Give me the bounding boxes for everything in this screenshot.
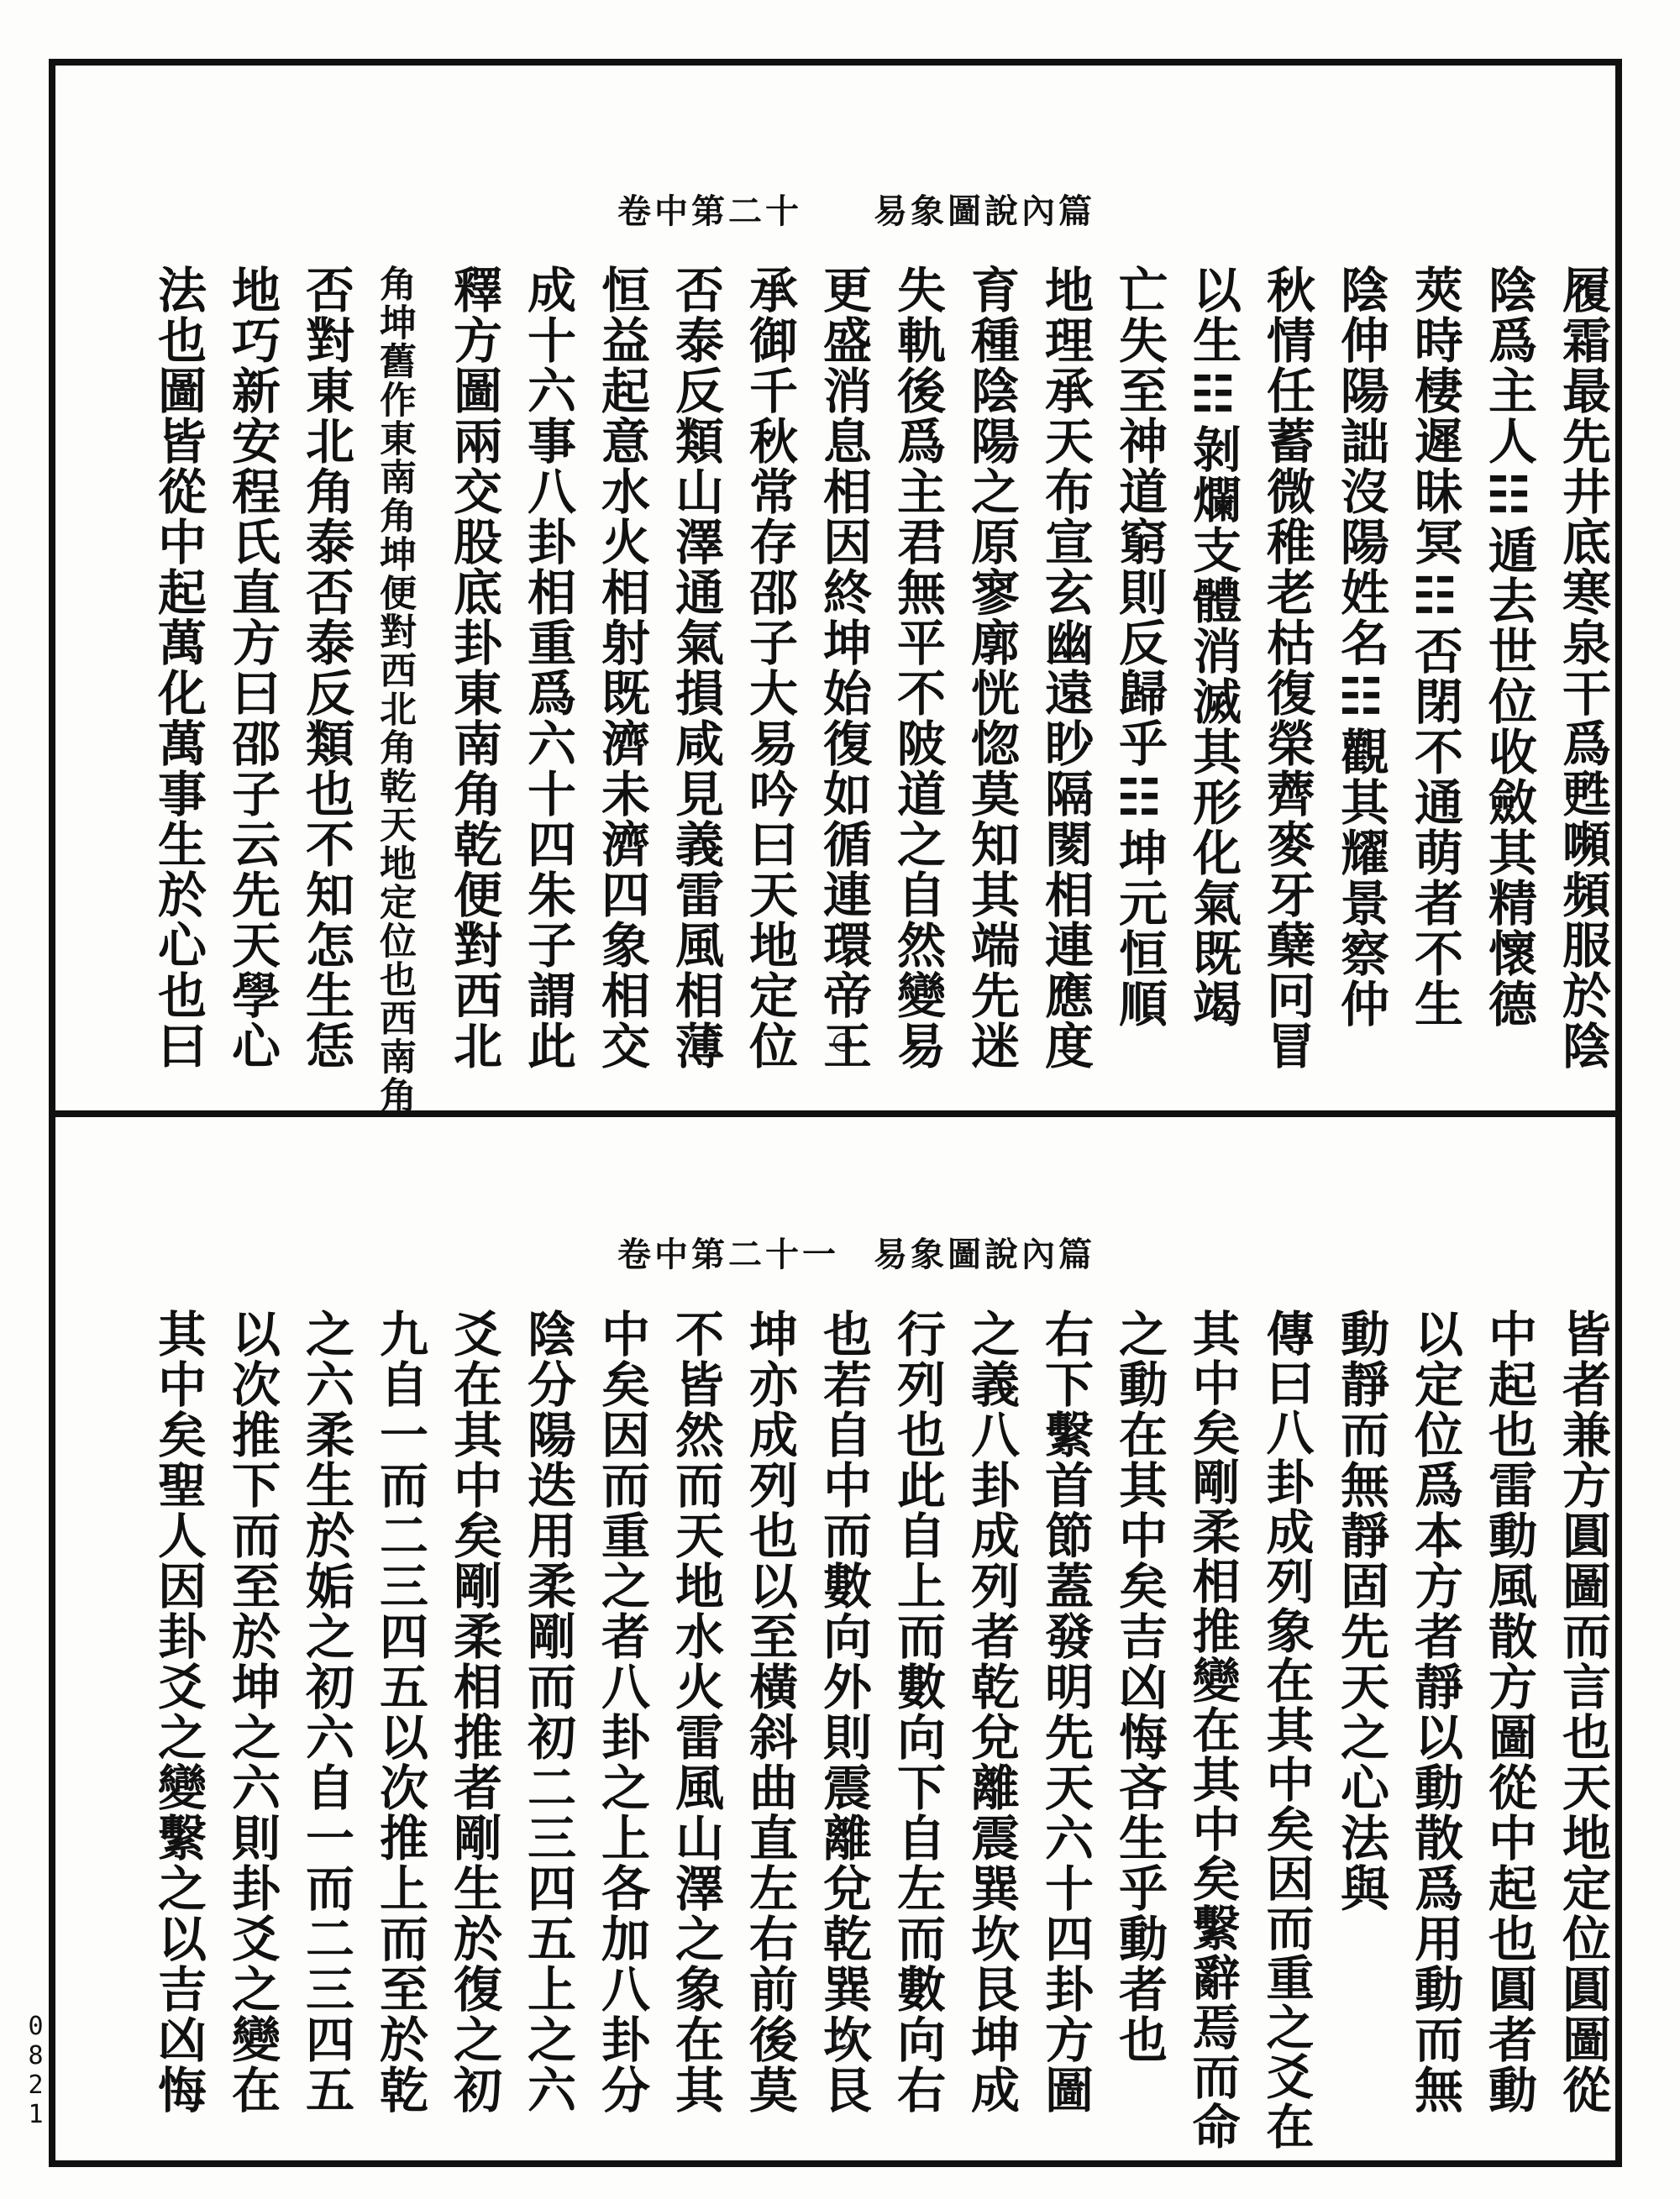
circle-mark — [833, 1033, 852, 1052]
text-column: 行列也此自上而數向下自左而數向右 — [889, 1309, 946, 2115]
text-column: 以次推下而至於坤之六則卦爻之變在 — [223, 1309, 281, 2115]
text-column: 成十六事八卦相重爲六十四朱子謂此 — [519, 265, 576, 1071]
top-header-title: 易象圖說內篇 — [874, 192, 1095, 231]
text-column: 不皆然而天地水火雷風山澤之象在其 — [667, 1309, 724, 2115]
bottom-header-title: 易象圖說內篇 — [874, 1235, 1095, 1274]
text-column: 九自一而二三四五以次推上而至於乾 — [371, 1309, 428, 2115]
panel-divider — [49, 1110, 1622, 1117]
text-column: 中矣因而重之者八卦之上各加八卦分 — [593, 1309, 650, 2115]
page-edge-number: 0821 — [21, 2012, 50, 2129]
text-column: 地理承天布宣玄幽遠眇隔閡相連應度 — [1037, 265, 1094, 1071]
text-column: 失軌後爲主君無平不陂道之自然變易 — [889, 265, 946, 1071]
text-column: 右下繫首節蓋發明先天六十四卦方圖 — [1037, 1309, 1094, 2115]
text-column: 之六柔生於姤之初六自一而二三四五 — [297, 1309, 354, 2115]
text-column: 恒益起意水火相射既濟未濟四象相交 — [593, 265, 650, 1071]
text-column: 以生☷剝爛支體消滅其形化氣既竭 — [1184, 265, 1242, 1029]
text-column: 陰分陽迭用柔剛而初二三四五上之六 — [519, 1309, 576, 2115]
circle-mark — [833, 2031, 852, 2049]
text-column: 爻在其中矣剛柔相推者剛生於復之初 — [445, 1309, 502, 2115]
text-column: 法也圖皆從中起萬化萬事生於心也曰 — [150, 265, 207, 1071]
text-column: 否泰反類山澤通氣損咸見義雷風相薄 — [667, 265, 724, 1071]
text-column: 角坤舊作東南角坤便對西北角乾天地定位也西南角 — [373, 265, 416, 1115]
text-column: 坤亦成列也以至橫斜曲直左右前後莫 — [741, 1309, 798, 2115]
text-column: 否對東北角泰否泰反類也不知怎生恁 — [297, 265, 354, 1071]
text-column: 地巧新安程氏直方曰邵子云先天學心 — [223, 265, 281, 1071]
text-column: 動靜而無靜固先天之心法與 — [1332, 1309, 1389, 1913]
bottom-header-volume: 卷中第二十一 — [617, 1235, 839, 1274]
text-column: 其中矣聖人因卦爻之變繫之以吉凶悔 — [150, 1309, 207, 2115]
text-column: 傳曰八卦成列象在其中矣因而重之爻在 — [1258, 1309, 1315, 2151]
text-column: 承御千秋常存邵子大易吟曰天地定位 — [741, 265, 798, 1071]
text-column: 之義八卦成列者乾兌離震巽坎艮坤成 — [963, 1309, 1020, 2115]
text-column: 以定位爲本方者靜以動散爲用動而無 — [1406, 1309, 1463, 2115]
text-column: 之動在其中矣吉凶悔吝生乎動者也 — [1110, 1309, 1168, 2065]
text-column: 其中矣剛柔相推變在其中矣繫辭焉而命 — [1184, 1309, 1241, 2151]
circle-mark — [833, 1321, 852, 1340]
text-column: 秋情任蓄微稚老枯復榮薺麥牙蘖冋冒 — [1258, 265, 1315, 1071]
text-column: 中起也雷動風散方圖從中起也圓者動 — [1480, 1309, 1537, 2115]
text-column: 履霜最先井底寒泉干爲甦嚬頻服於陰 — [1554, 265, 1611, 1071]
text-column: 陰爲主人☷遁去世位收斂其精懷德 — [1480, 265, 1537, 1029]
text-column: 釋方圖兩交股底卦東南角乾便對西北 — [445, 265, 502, 1071]
text-column: 陰伸陽詘沒陽姓名☷觀其耀景察仲 — [1332, 265, 1389, 1029]
text-column: 亡失至神道窮則反歸乎☷坤元恒順 — [1110, 265, 1168, 1029]
circle-mark — [833, 277, 852, 296]
text-column: 也若自中而數向外則震離兌乾巽坎艮 — [815, 1309, 872, 2115]
text-column: 莢時棲遲昧冥☷否閉不通萌者不生 — [1406, 265, 1463, 1029]
text-column: 育種陰陽之原寥廓恍惚莫知其端先迷 — [963, 265, 1020, 1071]
text-column: 皆者兼方圓圖而言也天地定位圓圖從 — [1554, 1309, 1611, 2115]
text-column: 更盛消息相因終坤始復如循連環帝王 — [815, 265, 872, 1071]
top-header-volume: 卷中第二十 — [617, 192, 802, 231]
